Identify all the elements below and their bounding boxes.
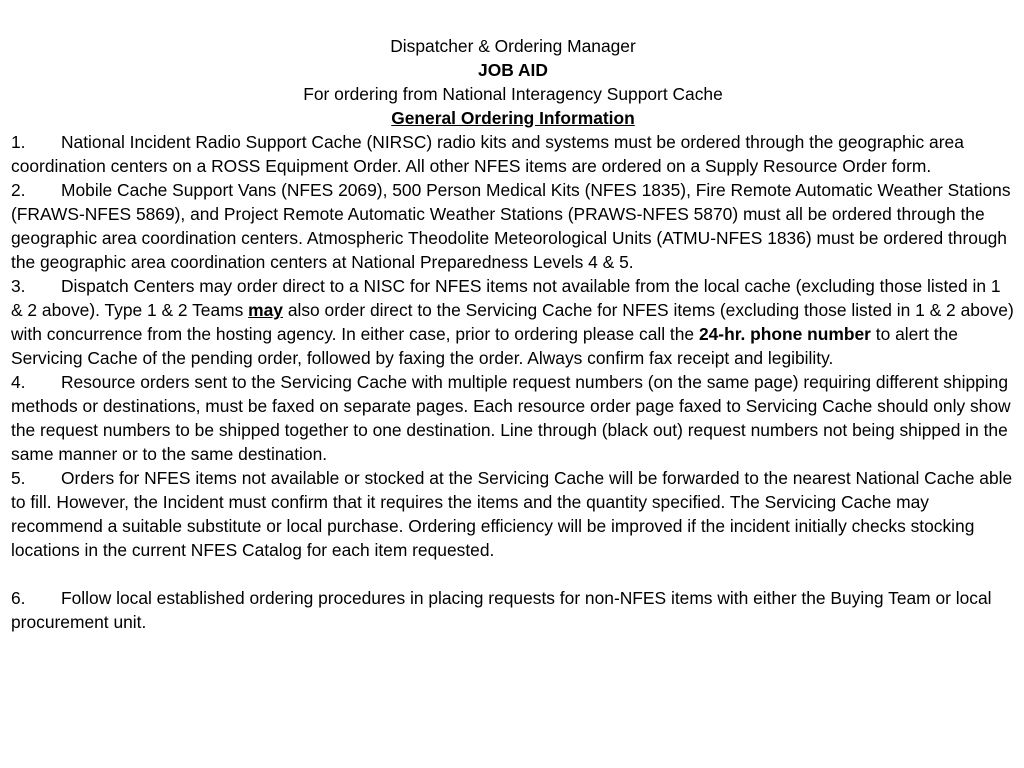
list-item-5 xyxy=(11,466,1015,562)
item-number: 5. xyxy=(11,468,26,488)
item-text-part: also order direct to the Servicing Cache for NFES items (excluding those listed in 1 & 2 above) with concurrence from the hosting agency. In either case, prior to ordering please call the xyxy=(11,300,1014,344)
item-number: 6. xyxy=(11,588,26,608)
item-text-part: to alert the Servicing Cache of the pending order, followed by faxing the order. Always confirm fax receipt and legibility. xyxy=(11,324,958,368)
section-title: General Ordering Information xyxy=(391,108,635,128)
item-text: Resource orders sent to the Servicing Cache with multiple request numbers (on the same page) requiring different shipping methods or destinations, must be faxed on separate pages. Each resource order page faxed to Servicing Cache should only show the request numbers to be shipped together to one destination. Line through (black out) request numbers not being shipped in the same manner or to the same destination. xyxy=(11,372,1011,464)
list-item-4 xyxy=(11,370,1015,466)
header-title: Dispatcher & Ordering Manager xyxy=(390,36,636,56)
list-item-6 xyxy=(11,586,1015,634)
blank-line xyxy=(11,562,1015,586)
item-number: 3. xyxy=(11,276,26,296)
item-number: 4. xyxy=(11,372,26,392)
list-item-3 xyxy=(11,274,1015,370)
item-text: Orders for NFES items not available or stocked at the Servicing Cache will be forwarded to the nearest National Cache able to fill. However, the Incident must confirm that it requires the items and the quantity specified. The Servicing Cache may recommend a suitable substitute or local purchase. Ordering efficiency will be improved if the incident initially checks stocking locations in the current NFES Catalog for each item requested. xyxy=(11,468,1013,560)
item-text: Mobile Cache Support Vans (NFES 2069), 500 Person Medical Kits (NFES 1835), Fire Remote Automatic Weather Stations (FRAWS-NFES 5869), and Project Remote Automatic Weather Stations (PRAWS-NFES 5870) must all be ordered through the geographic area coordination centers. Atmospheric Theodolite Meteorological Units (ATMU-NFES 1836) must be ordered through the geographic area coordination centers at National Preparedness Levels 4 & 5. xyxy=(11,180,1011,272)
item-text: National Incident Radio Support Cache (NIRSC) radio kits and systems must be ordered through the geographic area coordination centers on a ROSS Equipment Order. All other NFES items are ordered on a Supply Resource Order form. xyxy=(11,132,964,176)
job-aid-slide xyxy=(11,34,1015,634)
header-subtitle: For ordering from National Interagency Support Cache xyxy=(303,84,723,104)
list-item-2 xyxy=(11,178,1015,274)
emphasis-phone-number: 24-hr. phone number xyxy=(698,324,871,344)
item-number: 2. xyxy=(11,180,26,200)
item-text-part: Dispatch Centers may order direct to a NISC for NFES items not available from the local cache (excluding those listed in 1 & 2 above). Type 1 & 2 Teams xyxy=(11,276,1001,320)
item-number: 1. xyxy=(11,132,26,152)
header-job-aid: JOB AID xyxy=(478,60,548,80)
item-text: Follow local established ordering procedures in placing requests for non-NFES items with either the Buying Team or local procurement unit. xyxy=(11,588,992,632)
list-item-1 xyxy=(11,130,1015,178)
emphasis-may: may xyxy=(248,300,283,320)
